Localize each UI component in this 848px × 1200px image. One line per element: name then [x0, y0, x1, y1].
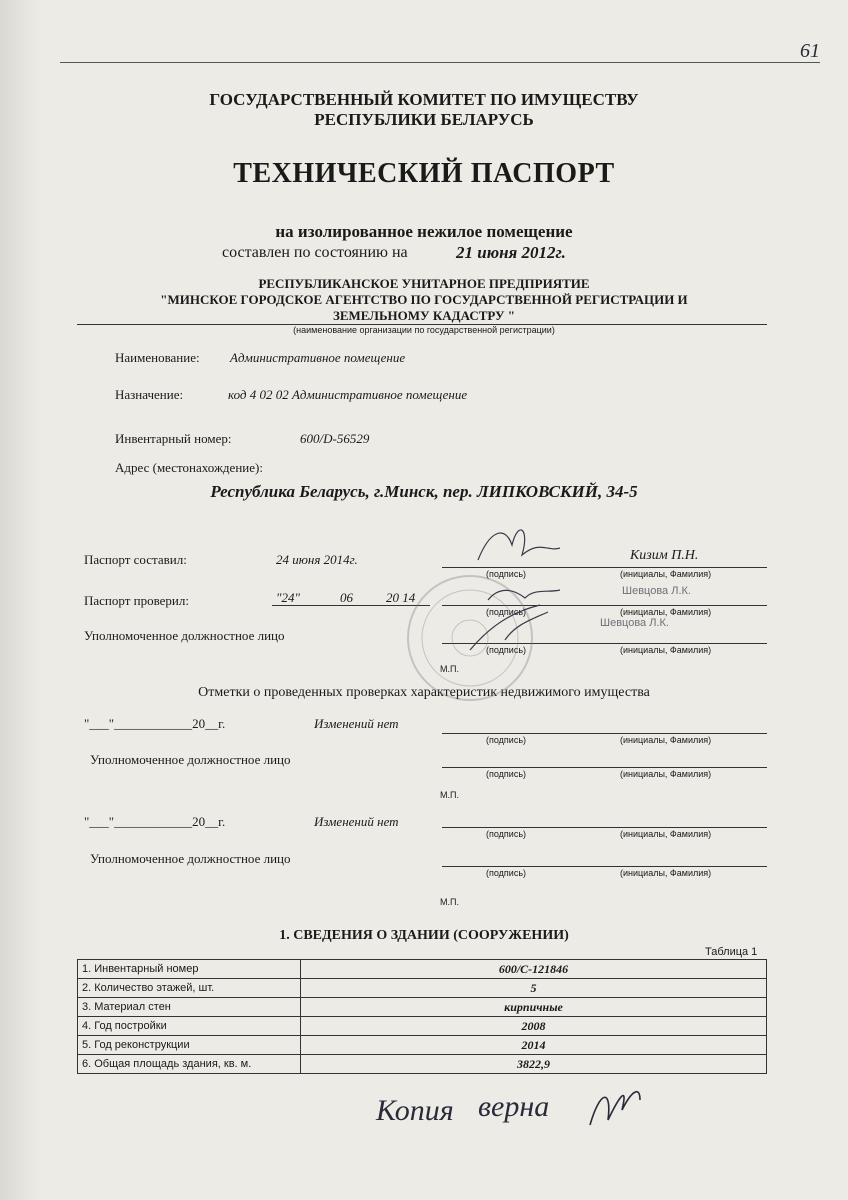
inventory-label: Инвентарный номер:: [115, 431, 232, 446]
org-line-2: "МИНСКОЕ ГОРОДСКОЕ АГЕНТСТВО ПО ГОСУДАРСТВЕННОЙ РЕГИСТРАЦИИ И: [160, 292, 688, 307]
address-label: Адрес (местонахождение):: [115, 460, 263, 475]
check1-official-label: Уполномоченное должностное лицо: [90, 752, 291, 767]
row-value: 2014: [301, 1036, 767, 1055]
address-value: Республика Беларусь, г.Минск, пер. ЛИПКОВСКИЙ, 34-5: [210, 482, 638, 501]
official-round-stamp: [408, 576, 532, 700]
check1-no-changes: Изменений нет: [314, 716, 399, 731]
inventory-value: 600/D-56529: [300, 431, 370, 446]
check1-official-line: [442, 767, 767, 768]
check1-name-caption: (инициалы, Фамилия): [620, 735, 712, 745]
compiled-name: Кизим П.Н.: [630, 548, 699, 563]
table-row: [78, 1017, 767, 1036]
compiled-signature: [478, 530, 560, 560]
checked-label: Паспорт проверил:: [84, 593, 189, 608]
checked-date-line: [272, 605, 430, 606]
check2-sign-caption: (подпись): [486, 829, 527, 839]
check1-sign-line: [442, 733, 767, 734]
check2-date: "___"____________20__г.: [84, 814, 226, 829]
check2-no-changes: Изменений нет: [314, 814, 399, 829]
official-label: Уполномоченное должностное лицо: [84, 628, 285, 643]
row-label: 2. Количество этажей, шт.: [78, 979, 301, 998]
name-value: Административное помещение: [230, 350, 406, 365]
compiled-name-caption: (инициалы, Фамилия): [620, 569, 712, 579]
top-rule: [60, 62, 820, 63]
checked-name-caption: (инициалы, Фамилия): [620, 607, 712, 617]
table-row: [78, 960, 767, 979]
checked-signature: [488, 590, 560, 600]
document-subtitle: на изолированное нежилое помещение: [275, 222, 573, 241]
check1-sign-caption: (подпись): [486, 735, 527, 745]
stamp-place-2: М.П.: [440, 790, 459, 800]
compiled-sign-caption: (подпись): [486, 569, 527, 579]
check2-official-name-caption: (инициалы, Фамилия): [620, 868, 712, 878]
table-row: [78, 979, 767, 998]
name-label: Наименование:: [115, 350, 200, 365]
check2-official-sign-caption: (подпись): [486, 868, 527, 878]
building-info-table: [77, 959, 767, 1074]
row-value: 2008: [301, 1017, 767, 1036]
handwritten-verna: верна: [478, 1090, 550, 1123]
checked-name: Шевцова Л.К.: [622, 585, 691, 597]
check2-sign-line: [442, 827, 767, 828]
bottom-signature: [590, 1092, 640, 1125]
check2-official-label: Уполномоченное должностное лицо: [90, 851, 291, 866]
compiled-sign-line: [442, 567, 767, 568]
page-number: 61: [800, 40, 820, 62]
compiled-label: Паспорт составил:: [84, 552, 187, 567]
official-name-caption: (инициалы, Фамилия): [620, 645, 712, 655]
checks-heading: Отметки о проведенных проверках характеристик недвижимого имущества: [198, 685, 650, 700]
row-label: 3. Материал стен: [78, 998, 301, 1017]
official-sign-caption: (подпись): [486, 645, 527, 655]
checked-date-month: 06: [340, 590, 353, 605]
checked-sign-line: [442, 605, 767, 606]
row-value: 600/С-121846: [301, 960, 767, 979]
document-title: ТЕХНИЧЕСКИЙ ПАСПОРТ: [233, 158, 615, 189]
row-label: 1. Инвентарный номер: [78, 960, 301, 979]
check1-date: "___"____________20__г.: [84, 716, 226, 731]
org-line-1: РЕСПУБЛИКАНСКОЕ УНИТАРНОЕ ПРЕДПРИЯТИЕ: [258, 276, 590, 291]
check2-official-line: [442, 866, 767, 867]
org-line-3: ЗЕМЕЛЬНОМУ КАДАСТРУ ": [332, 308, 516, 323]
stamp-place-1: М.П.: [440, 664, 459, 674]
row-label: 5. Год реконструкции: [78, 1036, 301, 1055]
checked-sign-caption: (подпись): [486, 607, 527, 617]
official-stamp-name: Шевцова Л.К.: [600, 617, 669, 629]
compiled-date: 24 июня 2014г.: [276, 552, 358, 567]
table-caption: Таблица 1: [705, 946, 758, 958]
committee-line-1: ГОСУДАРСТВЕННЫЙ КОМИТЕТ ПО ИМУЩЕСТВУ: [209, 90, 639, 109]
table-row: [78, 1036, 767, 1055]
stamp-place-3: М.П.: [440, 897, 459, 907]
handwritten-kopiya: Копия: [376, 1094, 454, 1127]
check2-name-caption: (инициалы, Фамилия): [620, 829, 712, 839]
purpose-value: код 4 02 02 Административное помещение: [228, 387, 468, 402]
row-value: кирпичные: [301, 998, 767, 1017]
section1-heading: 1. СВЕДЕНИЯ О ЗДАНИИ (СООРУЖЕНИИ): [279, 928, 569, 943]
table-row: [78, 1055, 767, 1074]
row-value: 5: [301, 979, 767, 998]
row-label: 4. Год постройки: [78, 1017, 301, 1036]
state-date: 21 июня 2012г.: [456, 243, 566, 262]
row-value: 3822,9: [301, 1055, 767, 1074]
table-row: [78, 998, 767, 1017]
check1-official-sign-caption: (подпись): [486, 769, 527, 779]
purpose-label: Назначение:: [115, 387, 184, 402]
checked-date-day: "24": [276, 590, 300, 605]
checked-date-year: 20 14: [386, 590, 416, 605]
row-label: 6. Общая площадь здания, кв. м.: [78, 1055, 301, 1074]
state-label: составлен по состоянию на: [222, 244, 408, 261]
org-caption: (наименование организации по государственной регистрации): [293, 325, 555, 335]
check1-official-name-caption: (инициалы, Фамилия): [620, 769, 712, 779]
committee-line-2: РЕСПУБЛИКИ БЕЛАРУСЬ: [314, 110, 534, 129]
official-sign-line: [442, 643, 767, 644]
